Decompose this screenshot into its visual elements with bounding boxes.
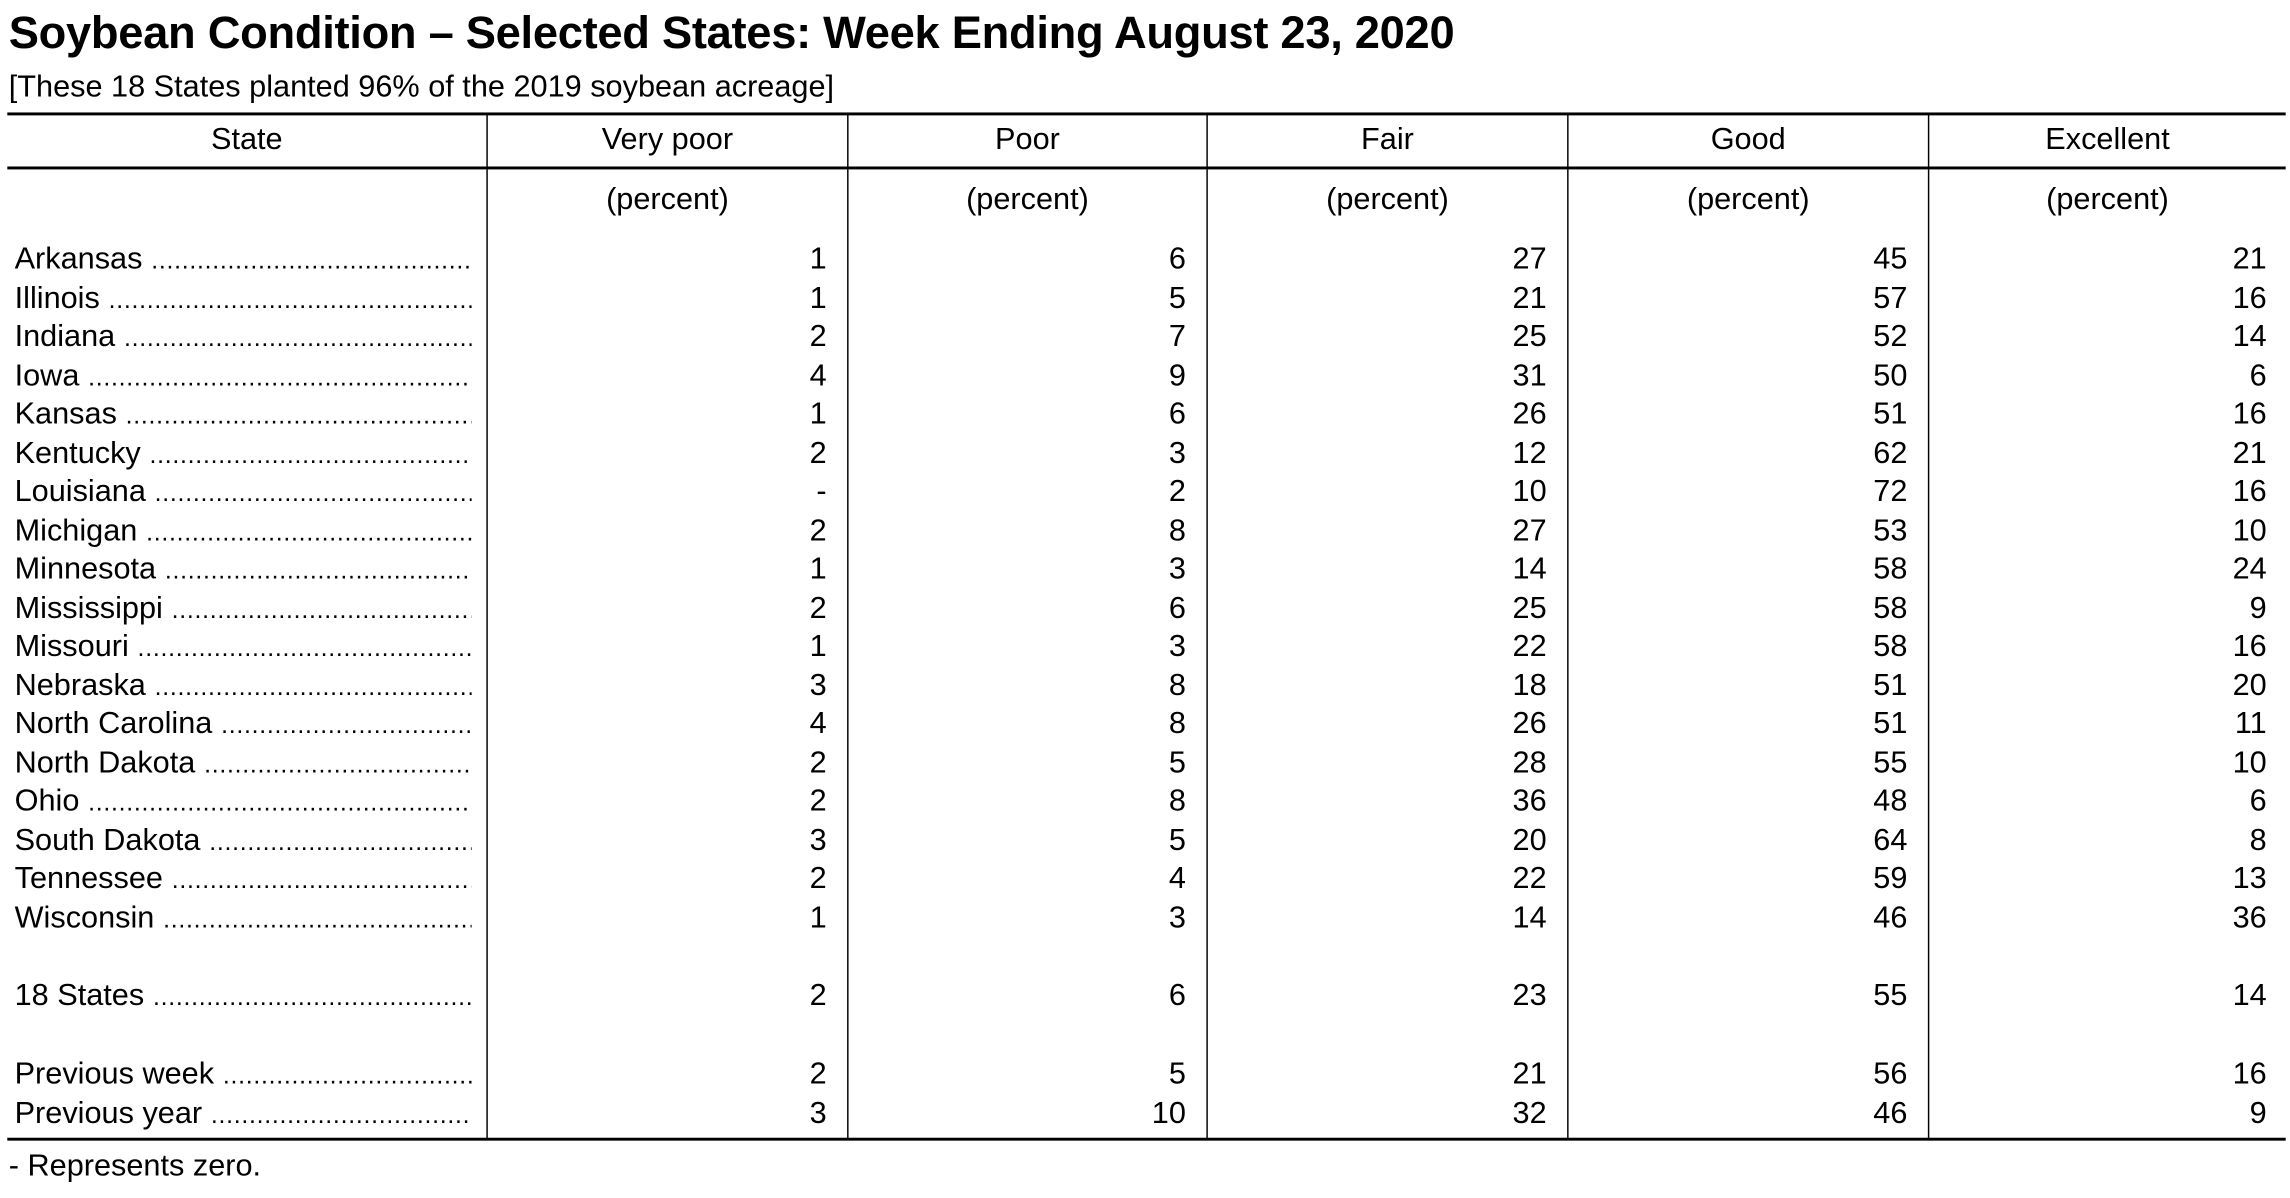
- state-name: Kansas: [14, 397, 117, 431]
- cell-fair: 12: [1512, 435, 1547, 470]
- state-label: [15, 707, 472, 745]
- cell-very-poor: 1: [809, 552, 827, 586]
- cell-good: 53: [1873, 513, 1908, 547]
- cell-excellent: 16: [2232, 629, 2267, 664]
- cell-fair: 22: [1512, 629, 1547, 664]
- dot-leader: [144, 979, 472, 1017]
- cell-good: 51: [1873, 668, 1908, 702]
- state-label: [15, 900, 472, 938]
- cell-excellent: 6: [2249, 784, 2267, 818]
- cell-poor: 7: [1168, 319, 1186, 354]
- cell-very-poor: 3: [809, 668, 827, 702]
- cell-good: 52: [1873, 319, 1908, 354]
- dot-leader: [79, 359, 471, 397]
- cell-excellent: 16: [2232, 1057, 2267, 1091]
- cell-very-poor: 2: [809, 978, 827, 1013]
- cell-excellent: 6: [2249, 358, 2267, 393]
- cell-good: 51: [1873, 397, 1908, 431]
- dot-leader: [115, 320, 471, 358]
- cell-excellent: 9: [2249, 1096, 2267, 1130]
- state-name: Minnesota: [14, 552, 157, 586]
- state-name: Ohio: [14, 784, 80, 818]
- cell-poor: 5: [1168, 822, 1186, 857]
- cell-fair: 25: [1512, 590, 1547, 625]
- state-label: [15, 862, 472, 900]
- state-name: North Dakota: [14, 745, 196, 780]
- dot-leader: [79, 784, 471, 822]
- cell-fair: 14: [1512, 900, 1547, 934]
- cell-very-poor: 3: [809, 1096, 827, 1130]
- cell-poor: 5: [1168, 1057, 1186, 1091]
- table-row: [0, 475, 2290, 513]
- state-name: Michigan: [14, 513, 138, 547]
- state-name: Mississippi: [14, 590, 163, 625]
- table-row: [0, 397, 2290, 435]
- unit-label: (percent): [966, 182, 1089, 217]
- cell-excellent: 21: [2232, 435, 2267, 470]
- state-name: South Dakota: [14, 822, 201, 857]
- report-subtitle: [These 18 States planted 96% of the 2019 soybean acreage]: [8, 70, 835, 104]
- report-title: Soybean Condition – Selected States: Week Ending August 23, 2020: [8, 7, 1455, 59]
- cell-poor: 10: [1151, 1096, 1186, 1130]
- state-name: Wisconsin: [14, 900, 155, 934]
- table-row: [0, 629, 2290, 667]
- cell-good: 55: [1873, 745, 1908, 780]
- table-row: [0, 436, 2290, 474]
- cell-poor: 4: [1168, 861, 1186, 896]
- cell-excellent: 24: [2232, 552, 2267, 586]
- table-top-rule: [7, 112, 2285, 114]
- cell-fair: 10: [1512, 474, 1547, 509]
- unit-label: (percent): [2046, 182, 2169, 217]
- state-label: [15, 552, 472, 590]
- cell-fair: 31: [1512, 358, 1547, 393]
- cell-excellent: 10: [2232, 745, 2267, 780]
- dot-leader: [163, 862, 472, 900]
- cell-poor: 8: [1168, 784, 1186, 818]
- cell-very-poor: 2: [809, 590, 827, 625]
- cell-fair: 26: [1512, 397, 1547, 431]
- table-row: [0, 707, 2290, 745]
- cell-very-poor: 1: [809, 281, 827, 315]
- cell-poor: 6: [1168, 590, 1186, 625]
- cell-fair: 23: [1512, 978, 1547, 1013]
- cell-poor: 8: [1168, 706, 1186, 741]
- state-name: Illinois: [14, 281, 100, 315]
- column-header-excellent: Excellent: [2045, 122, 2170, 157]
- summary-row: [0, 1057, 2290, 1095]
- column-header-very-poor: Very poor: [601, 122, 734, 157]
- dot-leader: [154, 900, 471, 938]
- cell-excellent: 16: [2232, 474, 2267, 509]
- dot-leader: [156, 552, 472, 590]
- table-bottom-rule: [7, 1138, 2285, 1140]
- cell-very-poor: 1: [809, 397, 827, 431]
- state-name: Indiana: [14, 319, 116, 354]
- cell-very-poor: 3: [809, 822, 827, 857]
- cell-excellent: 21: [2232, 242, 2267, 277]
- state-label: [15, 823, 472, 861]
- cell-fair: 27: [1512, 242, 1547, 277]
- cell-good: 46: [1873, 1096, 1908, 1130]
- cell-poor: 3: [1168, 435, 1186, 470]
- column-header-fair: Fair: [1361, 122, 1414, 157]
- cell-fair: 20: [1512, 822, 1547, 857]
- cell-good: 56: [1873, 1057, 1908, 1091]
- state-name: 18 States: [14, 978, 145, 1013]
- table-row: [0, 784, 2290, 822]
- dot-leader: [195, 746, 471, 784]
- cell-poor: 6: [1168, 242, 1186, 277]
- cell-excellent: 14: [2232, 978, 2267, 1013]
- table-row: [0, 513, 2290, 551]
- cell-very-poor: 2: [809, 784, 827, 818]
- state-label: [15, 979, 472, 1017]
- state-label: [15, 397, 472, 435]
- cell-excellent: 16: [2232, 281, 2267, 315]
- cell-excellent: 9: [2249, 590, 2267, 625]
- cell-fair: 21: [1512, 1057, 1547, 1091]
- state-label: [15, 475, 472, 513]
- cell-excellent: 20: [2232, 668, 2267, 702]
- state-name: Louisiana: [14, 474, 146, 509]
- cell-fair: 14: [1512, 552, 1547, 586]
- dot-leader: [200, 823, 471, 861]
- cell-poor: 8: [1168, 513, 1186, 547]
- cell-fair: 27: [1512, 513, 1547, 547]
- state-label: [15, 668, 472, 706]
- state-name: Previous week: [14, 1057, 215, 1091]
- cell-poor: 2: [1168, 474, 1186, 509]
- cell-poor: 6: [1168, 397, 1186, 431]
- cell-very-poor: 2: [809, 861, 827, 896]
- state-name: North Carolina: [14, 706, 213, 741]
- state-label: [15, 746, 472, 784]
- state-name: Kentucky: [14, 435, 141, 470]
- cell-very-poor: 2: [809, 745, 827, 780]
- cell-very-poor: 2: [809, 319, 827, 354]
- cell-good: 72: [1873, 474, 1908, 509]
- cell-fair: 28: [1512, 745, 1547, 780]
- state-name: Missouri: [14, 629, 129, 664]
- table-row: [0, 746, 2290, 784]
- cell-fair: 36: [1512, 784, 1547, 818]
- dot-leader: [137, 513, 471, 551]
- table-row: [0, 281, 2290, 319]
- state-label: [15, 591, 472, 629]
- cell-excellent: 13: [2232, 861, 2267, 896]
- dot-leader: [212, 707, 471, 745]
- cell-very-poor: -: [816, 474, 827, 509]
- cell-poor: 5: [1168, 745, 1186, 780]
- cell-good: 58: [1873, 552, 1908, 586]
- cell-good: 51: [1873, 706, 1908, 741]
- state-name: Arkansas: [14, 242, 143, 277]
- dot-leader: [142, 242, 471, 280]
- cell-very-poor: 4: [809, 358, 827, 393]
- cell-poor: 6: [1168, 978, 1186, 1013]
- summary-row: [0, 1096, 2290, 1134]
- dot-leader: [214, 1057, 472, 1095]
- cell-good: 59: [1873, 861, 1908, 896]
- cell-very-poor: 4: [809, 706, 827, 741]
- dot-leader: [141, 436, 472, 474]
- cell-very-poor: 1: [809, 629, 827, 664]
- state-name: Previous year: [14, 1096, 203, 1130]
- dot-leader: [100, 281, 472, 319]
- column-header-good: Good: [1710, 122, 1786, 157]
- cell-good: 55: [1873, 978, 1908, 1013]
- cell-poor: 5: [1168, 281, 1186, 315]
- cell-fair: 26: [1512, 706, 1547, 741]
- cell-good: 64: [1873, 822, 1908, 857]
- cell-good: 58: [1873, 629, 1908, 664]
- state-label: [15, 436, 472, 474]
- table-row: [0, 591, 2290, 629]
- cell-good: 62: [1873, 435, 1908, 470]
- footnote: - Represents zero.: [8, 1149, 262, 1184]
- cell-very-poor: 1: [809, 900, 827, 934]
- column-header-state: State: [210, 122, 283, 157]
- cell-good: 57: [1873, 281, 1908, 315]
- cell-poor: 8: [1168, 668, 1186, 702]
- dot-leader: [117, 397, 472, 435]
- cell-excellent: 11: [2234, 706, 2267, 741]
- table-row: [0, 900, 2290, 938]
- state-label: [15, 242, 472, 280]
- dot-leader: [146, 668, 472, 706]
- cell-good: 48: [1873, 784, 1908, 818]
- unit-label: (percent): [1686, 182, 1810, 217]
- state-label: [15, 1057, 472, 1095]
- cell-excellent: 14: [2232, 319, 2267, 354]
- dot-leader: [129, 629, 472, 667]
- cell-very-poor: 2: [809, 1057, 827, 1091]
- cell-very-poor: 2: [809, 513, 827, 547]
- cell-excellent: 8: [2249, 822, 2267, 857]
- cell-excellent: 16: [2232, 397, 2267, 431]
- cell-fair: 25: [1512, 319, 1547, 354]
- cell-poor: 3: [1168, 552, 1186, 586]
- cell-poor: 3: [1168, 900, 1186, 934]
- table-row: [0, 552, 2290, 590]
- state-label: [15, 513, 472, 551]
- dot-leader: [163, 591, 472, 629]
- dot-leader: [146, 475, 472, 513]
- cell-fair: 32: [1512, 1096, 1547, 1130]
- cell-fair: 22: [1512, 861, 1547, 896]
- table-row: [0, 320, 2290, 358]
- dot-leader: [202, 1096, 472, 1134]
- cell-excellent: 10: [2232, 513, 2267, 547]
- cell-very-poor: 2: [809, 435, 827, 470]
- state-label: [15, 281, 472, 319]
- cell-poor: 9: [1168, 358, 1186, 393]
- column-header-poor: Poor: [995, 122, 1060, 157]
- table-row: [0, 668, 2290, 706]
- cell-fair: 18: [1512, 668, 1547, 702]
- state-name: Nebraska: [14, 668, 146, 702]
- state-name: Iowa: [14, 358, 80, 393]
- cell-good: 46: [1873, 900, 1908, 934]
- cell-very-poor: 1: [809, 242, 827, 277]
- unit-label: (percent): [1326, 182, 1449, 217]
- state-name: Tennessee: [14, 861, 163, 896]
- cell-poor: 3: [1168, 629, 1186, 664]
- header-bottom-rule: [7, 166, 2285, 168]
- cell-excellent: 36: [2232, 900, 2267, 934]
- table-row: [0, 242, 2290, 280]
- state-label: [15, 629, 472, 667]
- table-row: [0, 823, 2290, 861]
- state-label: [15, 1096, 472, 1134]
- summary-row: [0, 979, 2290, 1017]
- unit-label: (percent): [606, 182, 729, 217]
- state-label: [15, 320, 472, 358]
- cell-good: 58: [1873, 590, 1908, 625]
- cell-good: 45: [1873, 242, 1908, 277]
- cell-good: 50: [1873, 358, 1908, 393]
- state-label: [15, 784, 472, 822]
- table-row: [0, 359, 2290, 397]
- table-row: [0, 862, 2290, 900]
- cell-fair: 21: [1512, 281, 1547, 315]
- state-label: [15, 359, 472, 397]
